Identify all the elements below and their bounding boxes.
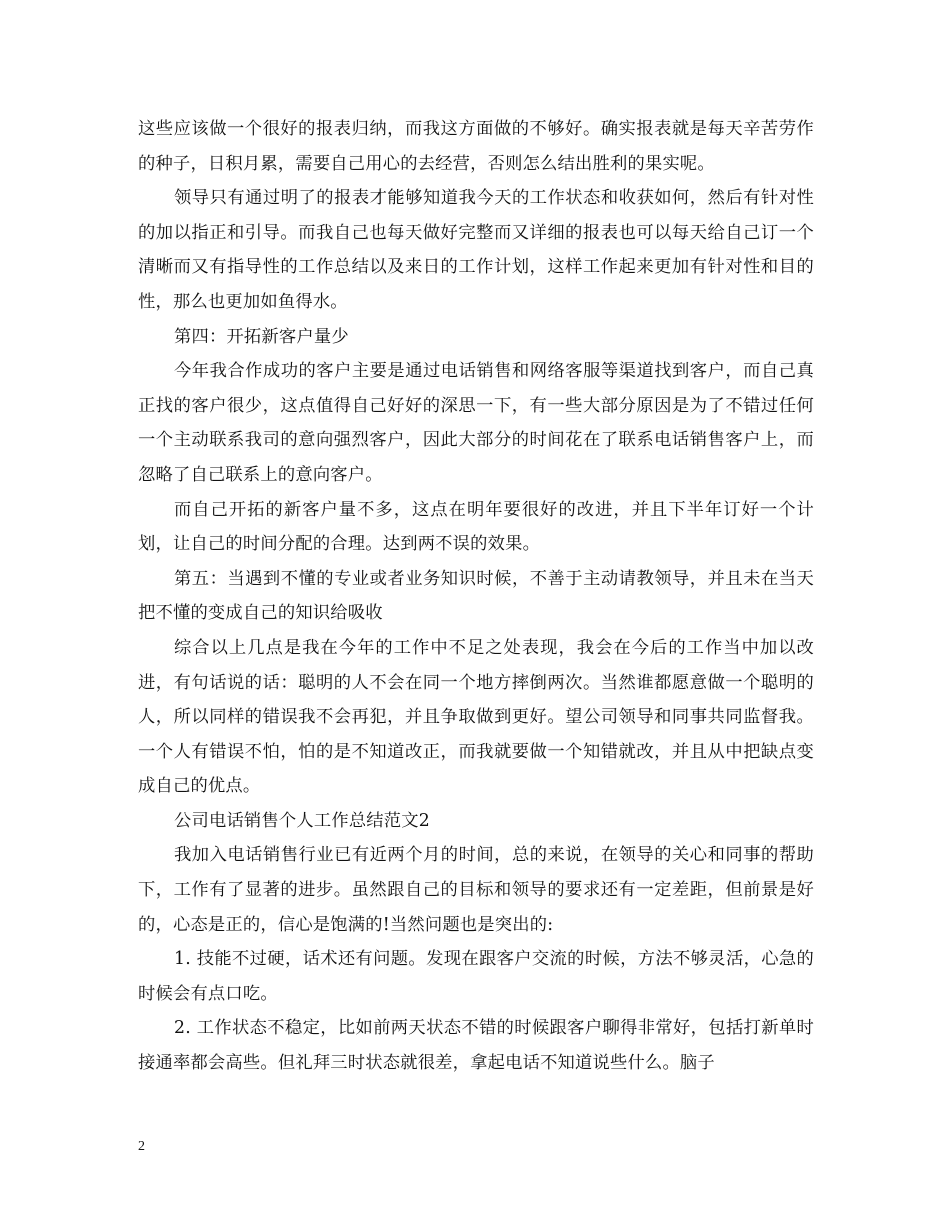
paragraph-5: 综合以上几点是我在今年的工作中不足之处表现，我会在今后的工作当中加以改进，有句话说的话：聪明的人不会在同一个地方摔倒两次。当然谁都愿意做一个聪明的人，所以同样的错误我不会再犯，并且争取做到更好。望公司领导和同事共同监督我。一个人有错误不怕，怕的是不知道改正，而我就要做一个知错就改，并且从中把缺点变成自己的优点。 — [138, 637, 814, 797]
paragraph-1: 这些应该做一个很好的报表归纳，而我这方面做的不够好。确实报表就是每天辛苦劳作的种子，日积月累，需要自己用心的去经营，否则怎么结出胜利的果实呢。 — [138, 119, 814, 174]
page-number: 2 — [138, 1139, 145, 1154]
paragraph-3: 今年我合作成功的客户主要是通过电话销售和网络客服等渠道找到客户，而自己真正找的客户很少，这点值得自己好好的深思一下，有一些大部分原因是为了不错过任何一个主动联系我司的意向强烈客户，因此大部分的时间花在了联系电话销售客户上，而忽略了自己联系上的意向客户。 — [138, 361, 814, 485]
article-title-2: 公司电话销售个人工作总结范文2 — [174, 810, 430, 831]
list-item-2: 2. 工作状态不稳定，比如前两天状态不错的时候跟客户聊得非常好，包括打新单时接通率都会高些。但礼拜三时状态就很差，拿起电话不知道说些什么。脑子 — [138, 1018, 814, 1074]
section-heading-4: 第四：开拓新客户量少 — [174, 326, 349, 347]
section-heading-5: 第五：当遇到不懂的专业或者业务知识时候，不善于主动请教领导，并且未在当天把不懂的变成自己的知识给吸收 — [138, 568, 814, 624]
paragraph-4: 而自己开拓的新客户量不多，这点在明年要很好的改进，并且下半年订好一个计划，让自己的时间分配的合理。达到两不误的效果。 — [138, 499, 814, 555]
paragraph-6: 我加入电话销售行业已有近两个月的时间，总的来说，在领导的关心和同事的帮助下，工作有了显著的进步。虽然跟自己的目标和领导的要求还有一定差距，但前景是好的，心态是正的，信心是饱满的!当然问题也是突出的: — [138, 845, 814, 935]
paragraph-2: 领导只有通过明了的报表才能够知道我今天的工作状态和收获如何，然后有针对性的加以指正和引导。而我自己也每天做好完整而又详细的报表也可以每天给自己订一个清晰而又有指导性的工作总结以及来日的工作计划，这样工作起来更加有针对性和目的性，那么也更加如鱼得水。 — [138, 188, 814, 312]
list-item-1: 1. 技能不过硬，话术还有问题。发现在跟客户交流的时候，方法不够灵活，心急的时候会有点口吃。 — [138, 949, 814, 1004]
document-body — [138, 112, 814, 1081]
